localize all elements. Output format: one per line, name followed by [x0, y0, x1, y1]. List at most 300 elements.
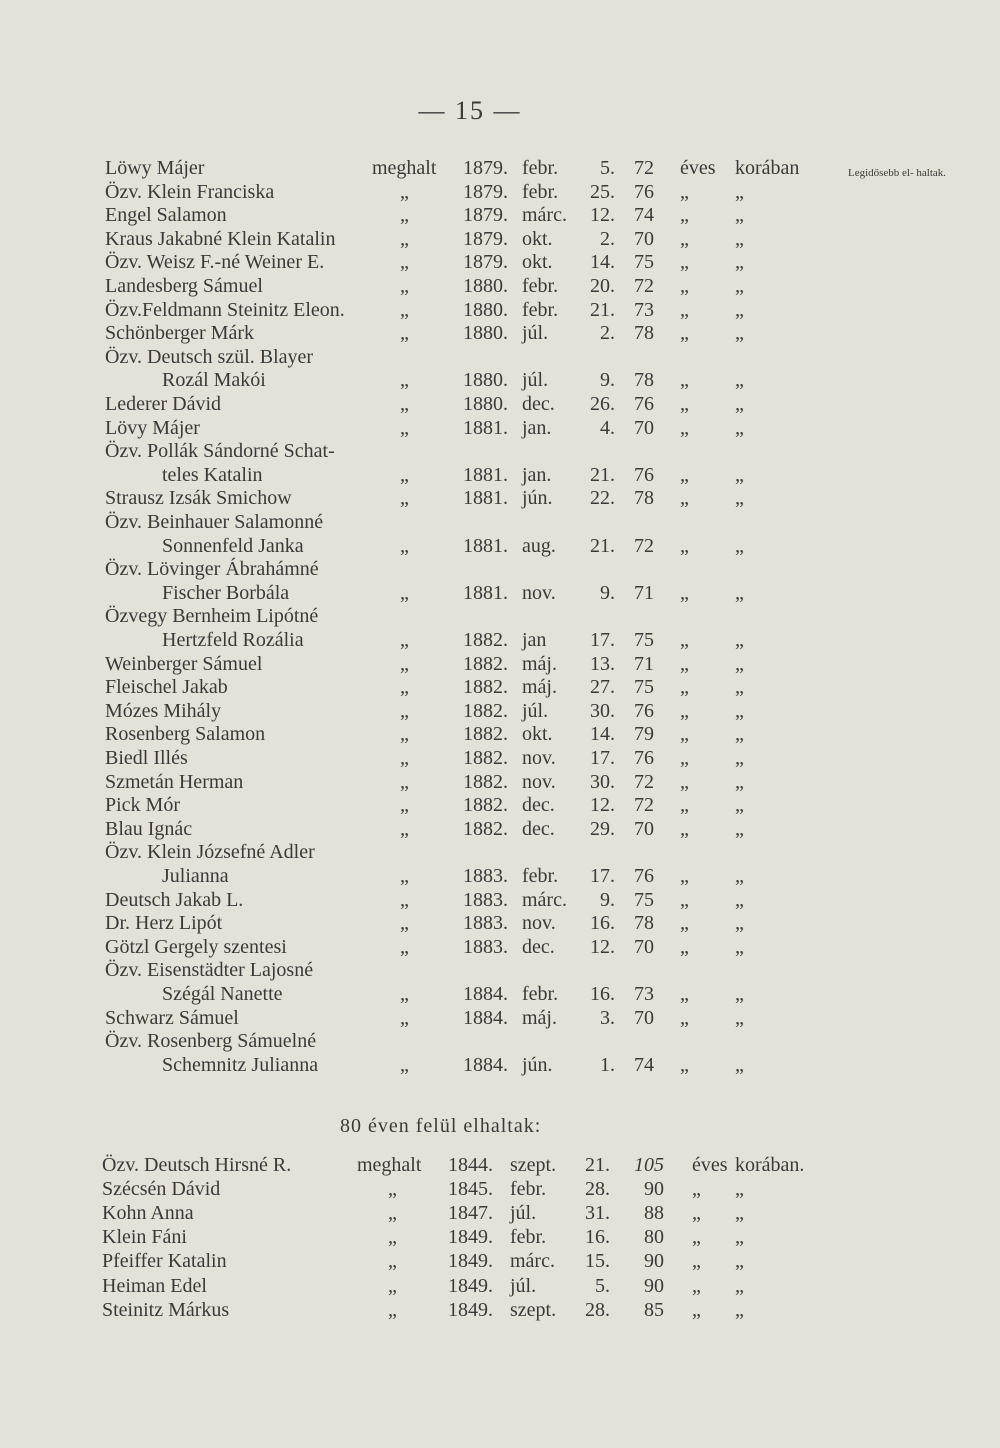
cell-age: 76 [634, 865, 654, 887]
cell-eves: éves [680, 157, 716, 179]
cell-name: Klein Fáni [102, 1226, 187, 1249]
cell-year: 1882. [463, 676, 508, 699]
table-row [0, 1274, 1000, 1298]
cell-name: Hertzfeld Rozália [162, 629, 304, 651]
cell-month: márc. [510, 1250, 555, 1273]
cell-age: 88 [644, 1202, 664, 1225]
cell-q: „ [400, 888, 409, 911]
cell-day: 9. [600, 369, 615, 392]
cell-name: Özv. Klein Franciska [105, 180, 275, 203]
cell-month: jún. [522, 487, 553, 510]
cell-eves: „ [680, 1006, 689, 1029]
cell-month: jún. [522, 1053, 553, 1076]
cell-day: 15. [585, 1250, 610, 1273]
table-row [0, 345, 1000, 369]
cell-q: „ [388, 1226, 397, 1249]
cell-eves: „ [680, 322, 689, 345]
cell-korabban: „ [735, 416, 744, 439]
cell-eves: „ [680, 912, 689, 935]
cell-month: máj. [522, 1006, 557, 1029]
cell-age: 71 [634, 652, 654, 675]
table-row [0, 935, 1000, 959]
cell-day: 9. [600, 581, 615, 604]
table-row [0, 1201, 1000, 1225]
cell-korabban: „ [735, 629, 744, 651]
table-row [0, 1006, 1000, 1030]
cell-month: jan. [522, 463, 552, 486]
cell-year: 1884. [463, 1006, 508, 1029]
cell-korabban: „ [735, 1202, 744, 1225]
cell-q: „ [400, 393, 409, 415]
cell-month: febr. [522, 983, 559, 1005]
cell-year: 1845. [448, 1178, 493, 1201]
cell-eves: „ [680, 794, 689, 817]
cell-month: aug. [522, 534, 556, 557]
cell-q: „ [400, 817, 409, 840]
cell-name: Rozál Makói [162, 369, 266, 392]
cell-q: „ [388, 1298, 397, 1321]
cell-q: „ [400, 699, 409, 722]
cell-korabban: „ [735, 888, 744, 911]
cell-day: 25. [590, 180, 615, 203]
cell-day: 3. [600, 1006, 615, 1029]
cell-korabban: „ [735, 699, 744, 722]
cell-name: Dr. Herz Lipót [105, 912, 223, 935]
table-row [0, 1177, 1000, 1201]
cell-day: 30. [590, 699, 615, 722]
cell-korabban: „ [735, 935, 744, 958]
cell-month: okt. [522, 227, 553, 250]
cell-korabban: „ [735, 180, 744, 203]
cell-name: Özv. Klein Józsefné Adler [105, 841, 315, 864]
cell-korabban: „ [735, 1250, 744, 1273]
cell-year: 1883. [463, 888, 508, 911]
cell-age: 73 [634, 298, 654, 321]
cell-eves: „ [680, 676, 689, 699]
cell-q: „ [400, 251, 409, 274]
cell-korabban: „ [735, 1006, 744, 1029]
cell-day: 17. [590, 865, 615, 887]
cell-month: febr. [522, 298, 559, 321]
cell-age: 80 [644, 1226, 664, 1249]
cell-name: Biedl Illés [105, 747, 188, 769]
cell-age: 78 [634, 369, 654, 392]
cell-name: Schönberger Márk [105, 322, 255, 345]
cell-day: 12. [590, 935, 615, 958]
cell-name: Schemnitz Julianna [162, 1053, 319, 1076]
table-row [0, 628, 1000, 652]
cell-year: 1880. [463, 322, 508, 345]
table-row [0, 888, 1000, 912]
cell-q: „ [400, 983, 409, 1005]
cell-year: 1884. [463, 1053, 508, 1076]
table-row [0, 321, 1000, 345]
cell-q: „ [400, 487, 409, 510]
cell-age: 90 [644, 1250, 664, 1273]
cell-age: 75 [634, 676, 654, 699]
cell-korabban: „ [735, 1226, 744, 1249]
cell-q: „ [400, 298, 409, 321]
cell-q: „ [400, 204, 409, 227]
cell-name: Özv. Deutsch Hirsné R. [102, 1154, 292, 1176]
cell-age: 75 [634, 888, 654, 911]
table-row [0, 510, 1000, 534]
cell-day: 30. [590, 770, 615, 793]
cell-eves: „ [680, 416, 689, 439]
cell-name: Özv. Rosenberg Sámuelné [105, 1030, 317, 1053]
cell-korabban: „ [735, 983, 744, 1005]
cell-eves: „ [680, 180, 689, 203]
cell-year: 1884. [463, 983, 508, 1005]
table-row [0, 227, 1000, 251]
cell-q: „ [400, 1053, 409, 1076]
cell-month: okt. [522, 723, 553, 746]
cell-year: 1882. [463, 652, 508, 675]
cell-month: júl. [522, 699, 549, 722]
cell-day: 12. [590, 794, 615, 817]
cell-q: „ [400, 747, 409, 769]
table-row [0, 486, 1000, 510]
cell-month: júl. [522, 322, 549, 345]
cell-eves: „ [680, 770, 689, 793]
table-row [0, 180, 1000, 204]
cell-month: nov. [522, 770, 556, 793]
table-row [0, 770, 1000, 794]
cell-eves: „ [680, 487, 689, 510]
cell-q: „ [400, 770, 409, 793]
cell-day: 5. [600, 157, 615, 179]
table-row [0, 439, 1000, 463]
table-row [0, 722, 1000, 746]
cell-day: 29. [590, 817, 615, 840]
cell-q: „ [400, 629, 409, 651]
cell-eves: éves [692, 1154, 728, 1176]
cell-age: 70 [634, 416, 654, 439]
cell-name: Strausz Izsák Smichow [105, 487, 292, 510]
cell-q: „ [400, 794, 409, 817]
cell-q: „ [400, 581, 409, 604]
table-row [0, 368, 1000, 392]
cell-year: 1849. [448, 1226, 493, 1249]
cell-korabban: „ [735, 912, 744, 935]
cell-name: Özv.Feldmann Steinitz Eleon. [105, 298, 345, 321]
cell-year: 1881. [463, 487, 508, 510]
cell-eves: „ [680, 204, 689, 227]
cell-eves: „ [680, 581, 689, 604]
cell-name: Heiman Edel [102, 1274, 207, 1297]
cell-year: 1879. [463, 227, 508, 250]
cell-name: Özv. Pollák Sándorné Schat- [105, 440, 335, 463]
cell-q: „ [400, 652, 409, 675]
cell-month: febr. [522, 865, 559, 887]
cell-day: 2. [600, 322, 615, 345]
cell-korabban: „ [735, 723, 744, 746]
cell-day: 22. [590, 487, 615, 510]
table-row [0, 1053, 1000, 1077]
cell-age: 78 [634, 487, 654, 510]
cell-age: 73 [634, 983, 654, 1005]
cell-year: 1881. [463, 463, 508, 486]
cell-died: meghalt [372, 157, 437, 179]
cell-age: 76 [634, 463, 654, 486]
cell-month: okt. [522, 251, 553, 274]
cell-eves: „ [680, 298, 689, 321]
cell-name: Fischer Borbála [162, 581, 290, 604]
cell-q: „ [388, 1274, 397, 1297]
cell-q: „ [388, 1178, 397, 1201]
cell-day: 5. [595, 1274, 610, 1297]
cell-day: 14. [590, 723, 615, 746]
cell-q: „ [400, 227, 409, 250]
cell-age: 74 [634, 204, 654, 227]
table-row [0, 864, 1000, 888]
cell-name: Weinberger Sámuel [105, 652, 263, 675]
cell-name: Özv. Beinhauer Salamonné [105, 511, 324, 533]
cell-age: 72 [634, 794, 654, 817]
cell-name: Mózes Mihály [105, 699, 222, 722]
cell-month: dec. [522, 393, 555, 415]
cell-eves: „ [680, 747, 689, 769]
cell-eves: „ [680, 227, 689, 250]
cell-year: 1847. [448, 1202, 493, 1225]
cell-year: 1849. [448, 1250, 493, 1273]
cell-name: Özv. Weisz F.-né Weiner E. [105, 251, 325, 274]
cell-age: 76 [634, 747, 654, 769]
page-number: — 15 — [418, 96, 522, 125]
cell-name: Engel Salamon [105, 204, 227, 227]
cell-year: 1849. [448, 1298, 493, 1321]
cell-month: nov. [522, 912, 556, 935]
cell-age: 72 [634, 770, 654, 793]
cell-eves: „ [680, 935, 689, 958]
cell-day: 21. [590, 463, 615, 486]
cell-age: 76 [634, 699, 654, 722]
cell-age: 78 [634, 912, 654, 935]
cell-eves: „ [680, 817, 689, 840]
cell-eves: „ [680, 652, 689, 675]
table-row [0, 817, 1000, 841]
cell-month: febr. [522, 275, 559, 297]
cell-name: Özv. Eisenstädter Lajosné [105, 959, 314, 982]
cell-name: Szmetán Herman [105, 770, 244, 793]
cell-name: Landesberg Sámuel [105, 275, 263, 297]
cell-korabban: „ [735, 251, 744, 274]
cell-year: 1879. [463, 157, 508, 179]
cell-korabban: „ [735, 275, 744, 297]
cell-name: Blau Ignác [105, 817, 193, 840]
cell-korabban: „ [735, 770, 744, 793]
cell-korabban: „ [735, 581, 744, 604]
cell-day: 14. [590, 251, 615, 274]
cell-month: dec. [522, 935, 555, 958]
cell-korabban: „ [735, 676, 744, 699]
cell-day: 20. [590, 275, 615, 297]
cell-q: „ [400, 416, 409, 439]
cell-korabban: korában. [735, 1154, 805, 1176]
cell-year: 1883. [463, 865, 508, 887]
cell-month: dec. [522, 817, 555, 840]
cell-year: 1881. [463, 416, 508, 439]
cell-day: 28. [585, 1298, 610, 1321]
table-row [0, 534, 1000, 558]
table-row [0, 958, 1000, 982]
cell-year: 1844. [448, 1154, 493, 1176]
cell-month: szept. [510, 1298, 557, 1321]
cell-month: márc. [522, 204, 567, 227]
cell-eves: „ [692, 1226, 701, 1249]
cell-day: 21. [590, 298, 615, 321]
cell-age: 70 [634, 1006, 654, 1029]
table-row [0, 463, 1000, 487]
table-row [0, 652, 1000, 676]
cell-day: 17. [590, 747, 615, 769]
cell-q: „ [400, 463, 409, 486]
cell-korabban: „ [735, 652, 744, 675]
cell-name: Özvegy Bernheim Lipótné [105, 605, 319, 628]
cell-year: 1879. [463, 180, 508, 203]
cell-month: jan [522, 629, 547, 651]
cell-year: 1882. [463, 770, 508, 793]
cell-korabban: „ [735, 322, 744, 345]
cell-day: 26. [590, 393, 615, 415]
cell-korabban: „ [735, 1274, 744, 1297]
cell-korabban: „ [735, 1178, 744, 1201]
cell-age: 76 [634, 393, 654, 415]
cell-age: 70 [634, 935, 654, 958]
cell-day: 28. [585, 1178, 610, 1201]
cell-eves: „ [692, 1202, 701, 1225]
table-row [0, 581, 1000, 605]
cell-eves: „ [680, 888, 689, 911]
table-row [0, 982, 1000, 1006]
cell-age: 90 [644, 1274, 664, 1297]
cell-day: 4. [600, 416, 615, 439]
table-row [0, 557, 1000, 581]
margin-note: Legidősebb el- haltak. [847, 167, 947, 179]
cell-name: Lederer Dávid [105, 393, 222, 415]
cell-month: febr. [522, 180, 559, 203]
cell-month: dec. [522, 794, 555, 817]
cell-korabban: „ [735, 1298, 744, 1321]
cell-month: jan. [522, 416, 552, 439]
cell-korabban: „ [735, 204, 744, 227]
cell-month: máj. [522, 652, 557, 675]
cell-year: 1880. [463, 298, 508, 321]
cell-year: 1881. [463, 581, 508, 604]
cell-year: 1849. [448, 1274, 493, 1297]
table-row [0, 840, 1000, 864]
cell-eves: „ [680, 393, 689, 415]
cell-age: 78 [634, 322, 654, 345]
cell-died: meghalt [357, 1154, 422, 1176]
table-row [0, 746, 1000, 770]
cell-age: 90 [644, 1178, 664, 1201]
cell-eves: „ [692, 1178, 701, 1201]
cell-eves: „ [680, 629, 689, 651]
cell-name: Deutsch Jakab L. [105, 888, 244, 911]
cell-korabban: „ [735, 747, 744, 769]
table-row [0, 274, 1000, 298]
table-row [0, 675, 1000, 699]
cell-korabban: „ [735, 534, 744, 557]
cell-korabban: „ [735, 298, 744, 321]
cell-name: Sonnenfeld Janka [162, 534, 304, 557]
cell-name: Pfeiffer Katalin [102, 1250, 227, 1273]
cell-age: 72 [634, 534, 654, 557]
cell-year: 1879. [463, 204, 508, 227]
cell-age: 105 [634, 1154, 664, 1176]
cell-year: 1882. [463, 794, 508, 817]
table-row [0, 604, 1000, 628]
cell-day: 2. [600, 227, 615, 250]
cell-korabban: „ [735, 794, 744, 817]
cell-age: 70 [634, 227, 654, 250]
table-row [0, 1029, 1000, 1053]
cell-year: 1882. [463, 817, 508, 840]
cell-name: Julianna [162, 865, 229, 887]
cell-name: Kraus Jakabné Klein Katalin [105, 227, 336, 250]
cell-month: máj. [522, 676, 557, 699]
table-row [0, 793, 1000, 817]
cell-day: 21. [585, 1154, 610, 1176]
cell-q: „ [400, 1006, 409, 1029]
cell-name: Fleischel Jakab [105, 676, 228, 699]
cell-eves: „ [680, 865, 689, 887]
cell-name: Schwarz Sámuel [105, 1006, 239, 1029]
table-row [0, 1298, 1000, 1322]
cell-name: Steinitz Márkus [102, 1298, 230, 1321]
cell-name: Szégál Nanette [162, 983, 283, 1005]
cell-age: 79 [634, 723, 654, 746]
cell-q: „ [400, 865, 409, 887]
cell-year: 1882. [463, 747, 508, 769]
cell-year: 1881. [463, 534, 508, 557]
cell-name: teles Katalin [162, 463, 263, 486]
cell-q: „ [400, 322, 409, 345]
cell-q: „ [400, 676, 409, 699]
cell-korabban: „ [735, 369, 744, 392]
cell-q: „ [400, 369, 409, 392]
cell-eves: „ [692, 1298, 701, 1321]
cell-korabban: „ [735, 227, 744, 250]
section-heading: 80 éven felül elhaltak: [340, 1115, 542, 1137]
cell-q: „ [388, 1250, 397, 1273]
cell-year: 1880. [463, 369, 508, 392]
cell-month: nov. [522, 747, 556, 769]
cell-name: Rosenberg Salamon [105, 723, 266, 746]
cell-age: 72 [634, 157, 654, 179]
cell-month: júl. [510, 1274, 537, 1297]
cell-age: 72 [634, 275, 654, 297]
cell-day: 31. [585, 1202, 610, 1225]
cell-name: Götzl Gergely szentesi [105, 935, 287, 958]
cell-year: 1880. [463, 393, 508, 415]
table-row [0, 392, 1000, 416]
cell-year: 1880. [463, 275, 508, 297]
cell-name: Szécsén Dávid [102, 1178, 221, 1201]
cell-day: 1. [600, 1053, 615, 1076]
cell-name: Özv. Deutsch szül. Blayer [105, 345, 314, 368]
cell-day: 16. [590, 912, 615, 935]
cell-year: 1883. [463, 935, 508, 958]
cell-q: „ [400, 912, 409, 935]
cell-korabban: „ [735, 1053, 744, 1076]
cell-age: 85 [644, 1298, 664, 1321]
cell-q: „ [400, 275, 409, 297]
cell-korabban: korában [735, 157, 800, 179]
cell-day: 17. [590, 629, 615, 651]
cell-name: Kohn Anna [102, 1202, 194, 1225]
